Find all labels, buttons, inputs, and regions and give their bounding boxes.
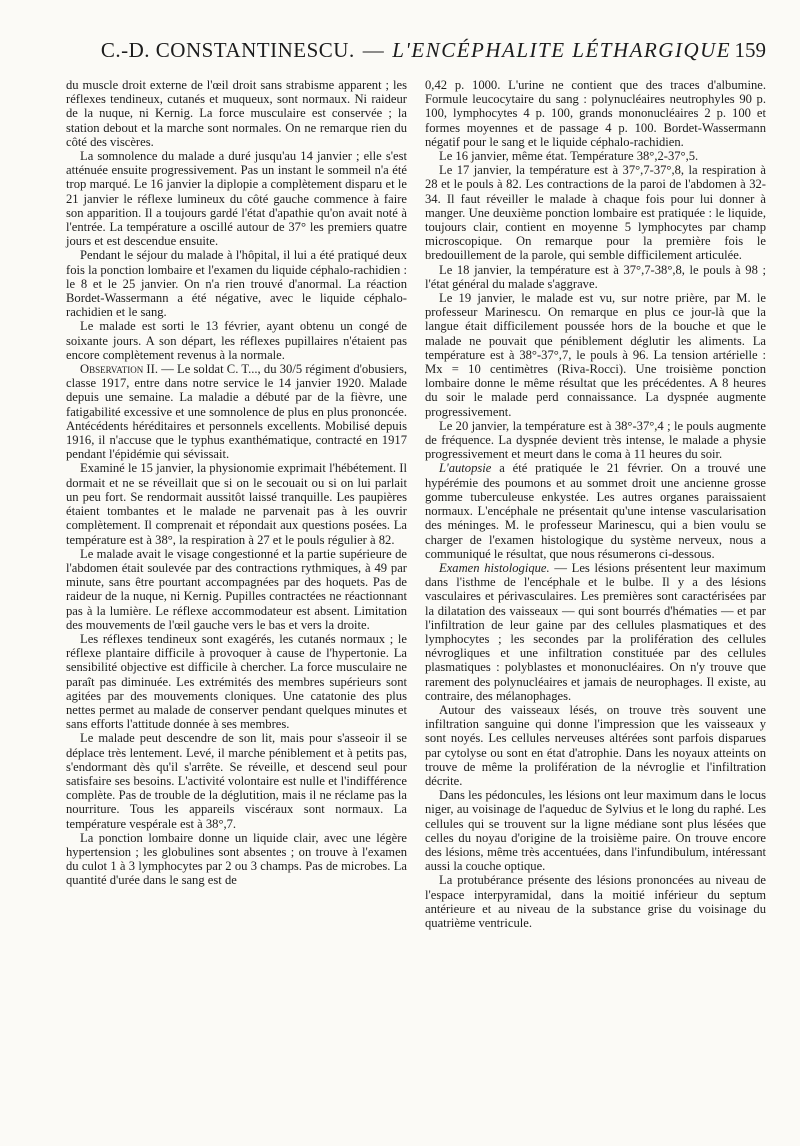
paragraph (425, 419, 766, 462)
paragraph (425, 788, 766, 873)
paragraph-text: Le 18 janvier, la température est à 37°,7-38°,8, le pouls à 98 ; l'état général du malade s'aggrave. (425, 262, 766, 291)
paragraph-text: Le malade avait le visage congestionné et la partie supérieure de l'abdomen était soulevée par des contractions rythmiques, à 49 par minute, sans être pourtant accompagnées par des hoquets. Pas de raideur de la nuque, ni Kernig. Pupilles contractées ne réactionnant pas à la lumière. Le réflexe accommodateur est absent. Limitation des mouvements de l'œil gauche vers le bas et vers la droite. (66, 546, 407, 632)
paragraph (66, 831, 407, 888)
section-label: Examen histologique. (439, 560, 550, 575)
running-header (66, 38, 766, 72)
paragraph (66, 362, 407, 461)
header-separator: — (362, 38, 385, 62)
paragraph (66, 632, 407, 731)
observation-label: Observation II. (80, 362, 158, 377)
paragraph (66, 731, 407, 830)
paragraph-text: Le 16 janvier, même état. Température 38°,2-37°,5. (439, 149, 699, 164)
paragraph-text: — Les lésions présentent leur maximum dans l'isthme de l'encéphale et le bulbe. Il y a des lésions vasculaires et périvasculaires. Les premières sont caractérisées par la dilatation des vaisseaux — qui sont bourrés d'hématies — et par l'infiltration de leur gaine par des cellules plasmatiques et des lymphocytes ; les secondes par la prolifération des cellules névrogliques et une infiltration constituée par des cellules plasmatiques : polyblastes et mononucléaires. On n'y trouve que rarement des polynucléaires et jamais de neurophages. Il existe, au contraire, des mélanophages. (425, 560, 766, 703)
paragraph (425, 703, 766, 788)
left-column (66, 78, 407, 930)
paragraph (66, 78, 407, 149)
paragraph-text: Les réflexes tendineux sont exagérés, les cutanés normaux ; le réflexe plantaire difficile à provoquer à cause de l'hypertonie. La sensibilité objective est difficile à chercher. La force musculaire ne paraît pas diminuée. Les extrémités des membres supérieurs sont agitées par des mouvements cloniques. Une catatonie des plus nettes permet au malade de conserver pendant quelques minutes et sans efforts l'attitude donnée à ses membres. (66, 631, 407, 732)
paragraph (425, 78, 766, 149)
paragraph (425, 873, 766, 930)
header-work-title: L'ENCÉPHALITE LÉTHARGIQUE (392, 38, 732, 62)
paragraph (425, 163, 766, 262)
paragraph-text: Autour des vaisseaux lésés, on trouve très souvent une infiltration sanguine qui donne l'impression que les vaisseaux y sont noyés. Les cellules nerveuses altérées sont parfois disparues par cytolyse ou sont en état d'atrophie. Dans les noyaux atteints on trouve de même la prolifération de la névroglie et l'infiltration décrite. (425, 702, 766, 788)
paragraph-text: Examiné le 15 janvier, la physionomie exprimait l'hébétement. Il dormait et ne se réveillait que si on le secouait ou si on lui parlait un peu fort. Se rendormait aussitôt laissé tranquille. Les paupières étaient tombantes et le malade ne parvenait pas à les ouvrir complètement. Il comprenait et répondait aux questions posées. La température est à 38°, la respiration à 27 et le pouls régulier à 82. (66, 461, 407, 547)
paragraph-text: Le 19 janvier, le malade est vu, sur notre prière, par M. le professeur Marinescu. On remarque en plus ce jour-là que la langue était difficilement poussée hors de la bouche et que le malade ne pouvait que péniblement déglutir les aliments. La température est à 38°-37°,7, le pouls à 96. La tension artérielle : Mx = 10 centimètres (Riva-Rocci). Une troisième ponction lombaire donne le même résultat que les précédentes. A 8 heures du soir le malade perd connaissance. La dyspnée augmente progressivement. (425, 291, 766, 419)
running-title (101, 38, 731, 63)
paragraph-text: a été pratiquée le 21 février. On a trouvé une hypérémie des poumons et au sommet droit une ancienne grosse gomme tuberculeuse enkystée. Les autres organes paraissaient normaux. L'encéphale ne présentait qu'une intense vascularisation des méninges. M. le professeur Marinescu, qui a bien voulu se charger de l'examen histologique du système nerveux, nous a communiqué le résultat, que nous résumerons ci-dessous. (425, 461, 766, 561)
paragraph-text: Le malade peut descendre de son lit, mais pour s'asseoir il se déplace très lentement. Levé, il marche péniblement et à petits pas, s'endormant dès qu'il s'arrête. Se réveille, et descend seul pour satisfaire ses besoins. L'activité volontaire est nulle et l'indifférence complète. Pas de trouble de la déglutition, mais il ne réclame pas la nourriture. Tous les appareils viscéraux sont normaux. La température vespérale est à 38°,7. (66, 731, 407, 831)
paragraph (66, 547, 407, 632)
paragraph (66, 248, 407, 319)
text-columns (66, 78, 766, 930)
paragraph (425, 263, 766, 291)
paragraph (425, 149, 766, 163)
paragraph (425, 461, 766, 560)
paragraph-text: La protubérance présente des lésions prononcées au niveau de l'espace interpyramidal, dans la moitié inférieur du septum antérieure et au niveau de la substance grise du voisinage du quatrième ventricule. (425, 873, 766, 930)
page-number: 159 (734, 38, 766, 62)
right-column (425, 78, 766, 930)
paragraph (66, 319, 407, 362)
paragraph-text: Pendant le séjour du malade à l'hôpital, il lui a été pratiqué deux fois la ponction lombaire et l'examen du liquide céphalo-rachidien : le 8 et le 25 janvier. On n'a rien trouvé d'anormal. La réaction Bordet-Wassermann a été négative, avec le liquide céphalo-rachidien et le sang. (66, 248, 407, 320)
paragraph-text: Le 20 janvier, la température est à 38°-37°,4 ; le pouls augmente de fréquence. La dyspnée devient très intense, le malade a physie progressivement et meurt dans le coma à 11 heures du soir. (425, 418, 766, 462)
paragraph (66, 461, 407, 546)
section-label: L'autopsie (439, 461, 492, 476)
paragraph-text: Dans les pédoncules, les lésions ont leur maximum dans le locus niger, au voisinage de l'aqueduc de Sylvius et le long du raphé. Les cellules qui se trouvent sur la ligne médiane sont plus lésées que celles du noyau d'origine de la troisième paire. On trouve encore des lésions, même très accentuées, dans l'infundibulum, intéressant aussi la couche optique. (425, 788, 766, 874)
paragraph-text: du muscle droit externe de l'œil droit sans strabisme apparent ; les réflexes tendineux, cutanés et muqueux, sont normaux. Ni raideur de la nuque, ni Kernig. La force musculaire est conservée ; la station debout et la marche sont normales. On ne remarque rien du côté des viscères. (66, 78, 407, 149)
paragraph-text: La somnolence du malade a duré jusqu'au 14 janvier ; elle s'est atténuée ensuite progressivement. Pas un instant le sommeil n'a été trop marqué. Le 16 janvier la diplopie a complètement disparu et le 21 janvier le réflexe lumineux du côté gauche commence à faire son apparition. Il a toujours gardé l'état d'apathie qu'on avait noté à l'entrée. La température a oscillé autour de 37° les premiers quatre jours et est descendue ensuite. (66, 149, 407, 249)
paragraph-text: Le 17 janvier, la température est à 37°,7-37°,8, la respiration à 28 et le pouls à 82. Les contractions de la paroi de l'abdomen à 32-34. Il faut réveiller le malade à chaque fois pour lui donner à manger. Une deuxième ponction lombaire est pratiquée : le liquide, toujours clair, contient en moyenne 5 lymphocytes par champ microscopique. On remarque pour la première fois le bredouillement de la parole, qui semble difficilement articulée. (425, 163, 766, 263)
paragraph (66, 149, 407, 248)
paragraph-text: — Le soldat C. T..., du 30/5 régiment d'obusiers, classe 1917, entre dans notre service le 14 janvier 1920. Malade depuis une semaine. La maladie a débuté par de la fièvre, une fatigabilité excessive et une somnolence de plus en plus prononcée. Antécédents héréditaires et personnels excellents. Mobilisé depuis 1916, il n'accuse que le typhus exanthématique, contracté en 1917 pendant l'épidémie qui sévissait. (66, 362, 408, 462)
paragraph (425, 291, 766, 419)
paragraph (425, 561, 766, 703)
paragraph-text: 0,42 p. 1000. L'urine ne contient que des traces d'albumine. Formule leucocytaire du sang : polynucléaires neutrophyles 90 p. 100, lymphocytes 4 p. 100, grands mononucléaires 2 p. 100 et formes moyennes et de passage 4 p. 100. Bordet-Wassermann négatif pour le sang et le liquide céphalo-rachidien. (425, 78, 766, 149)
paragraph-text: La ponction lombaire donne un liquide clair, avec une légère hypertension ; les globulines sont absentes ; on trouve à l'examen du culot 1 à 3 lymphocytes par 2 ou 3 champs. Pas de microbes. La quantité d'urée dans le sang est de (66, 830, 407, 888)
paragraph-text: Le malade est sorti le 13 février, ayant obtenu un congé de soixante jours. A son départ, les réflexes pupillaires n'étaient pas encore complètement revenus à la normale. (66, 319, 407, 362)
header-author: C.-D. CONSTANTINESCU. (100, 38, 355, 62)
